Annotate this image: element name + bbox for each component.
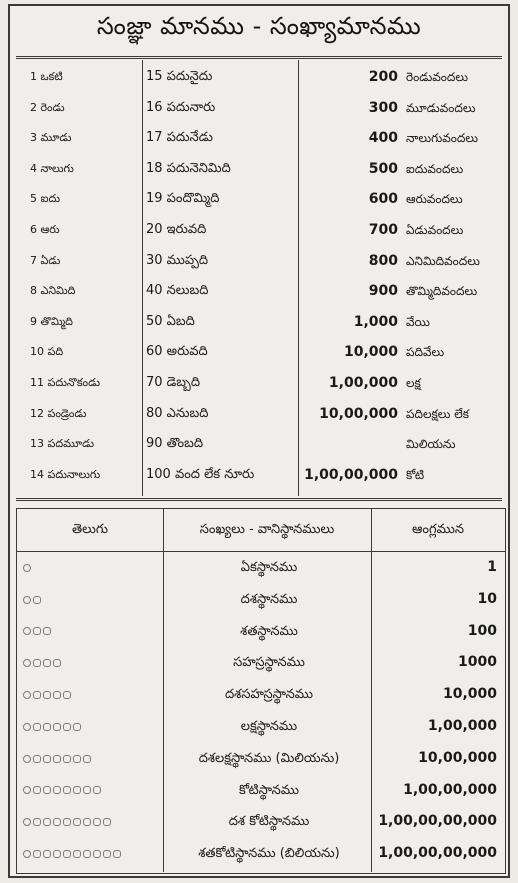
number-word: నాలుగువందలు [406,131,479,146]
number-word: పదిలక్షలు లేక [406,406,470,421]
table-row [17,647,505,679]
telugu-zero-icon [33,786,41,794]
telugu-zero-icon [113,850,121,858]
telugu-zero-icon [73,755,81,763]
telugu-zero-icon [83,818,91,826]
list-item: 7 ఏడు [30,253,61,267]
telugu-zero-icon [33,755,41,763]
list-item: 8 ఎనిమిది [30,284,76,298]
telugu-zero-icon [73,850,81,858]
list-item [302,62,507,93]
number-word: మూడువందలు [406,100,476,115]
place-name: శతకోటిస్థానము (బిలియను) [198,846,340,862]
telugu-zero-icon [33,627,41,635]
number-word: లక్ష [406,375,421,390]
telugu-zero-icon [53,818,61,826]
list-item: 20 ఇరువది [146,221,207,237]
section-divider [16,498,502,501]
table-row [17,775,505,807]
telugu-zero-icon [63,818,71,826]
telugu-one-icon [23,755,31,763]
table-body [17,552,505,870]
place-value: 1,00,00,00,000 [378,813,497,830]
list-item [302,460,507,491]
list-item [302,154,507,185]
telugu-zero-icon [53,755,61,763]
telugu-zero-icon [53,786,61,794]
telugu-one-icon [23,723,31,731]
list-item [302,368,507,399]
place-value: 10,00,000 [418,749,497,766]
table-row [17,711,505,743]
number-value: 900 [368,283,398,300]
telugu-numeral-glyphs [23,711,83,743]
number-value: 1,00,00,000 [304,466,398,483]
number-value: 500 [368,160,398,177]
list-item: 4 నాలుగు [30,161,74,175]
list-item: 30 ముప్పది [146,252,209,268]
list-item: 100 వంద లేక నూరు [146,466,255,482]
telugu-zero-icon [73,723,81,731]
telugu-zero-icon [63,755,71,763]
telugu-zero-icon [43,786,51,794]
telugu-one-icon [23,691,31,699]
table-row [17,584,505,616]
number-value: 1,00,000 [328,374,398,391]
list-item: 14 పదునాలుగు [30,467,101,481]
number-value: 600 [368,191,398,208]
telugu-zero-icon [63,850,71,858]
telugu-zero-icon [63,723,71,731]
number-word: తొమ్మిదివందలు [406,284,478,299]
list-item [302,276,507,307]
list-item: 9 తొమ్మిది [30,314,73,328]
telugu-one-icon [23,627,31,635]
telugu-numeral-glyphs [23,616,53,648]
numerals-column-2 [146,62,296,490]
list-item [302,337,507,368]
list-item [302,307,507,338]
place-name: ఏకస్థానము [240,560,298,575]
list-item [302,399,507,430]
telugu-zero-icon [53,850,61,858]
telugu-one-icon [23,786,31,794]
telugu-zero-icon [33,596,41,604]
table-row [17,743,505,775]
number-word: కోటి [406,467,425,482]
telugu-numeral-glyphs [23,806,113,838]
number-word: రెండువందలు [406,70,468,84]
list-item: 16 పదునారు [146,99,216,115]
title-divider [16,56,502,59]
list-item [302,246,507,277]
list-item: 5 ఐదు [30,192,61,206]
number-value: 10,000 [343,344,398,361]
number-value: 800 [368,252,398,269]
list-item: 90 తొంబది [146,436,204,452]
numerals-chart [8,4,510,878]
place-name: సహస్రస్థానము [233,655,305,671]
telugu-zero-icon [33,691,41,699]
telugu-zero-icon [73,818,81,826]
telugu-numeral-glyphs [23,552,33,584]
place-value: 10,000 [442,686,497,703]
list-item: 70 డెబ్బది [146,374,201,390]
telugu-numeral-glyphs [23,775,103,807]
number-word: ఐదువందలు [406,161,464,176]
telugu-zero-icon [103,818,111,826]
number-word: వేయి [406,314,430,329]
number-value: 300 [368,99,398,116]
number-value: 10,00,000 [319,405,398,422]
telugu-zero-icon [93,818,101,826]
page-title: సంజ్ఞా మానము - సంఖ్యామానము [96,12,422,40]
place-name: దశస్థానము [240,591,298,607]
list-item: 18 పదునెనిమిది [146,160,231,176]
list-item: 80 ఎనుబది [146,405,209,421]
place-value: 1,00,00,00,000 [378,845,497,862]
list-item [302,123,507,154]
number-word: మిలియను [406,437,456,452]
list-item: 50 ఏబది [146,313,195,329]
number-value: 1,000 [353,313,398,330]
place-value: 1,00,00,000 [403,781,497,798]
header-english: ఆంగ్లమున [412,522,464,537]
place-name: లక్షస్థానము [240,718,298,734]
number-word: ఏడువందలు [406,222,464,237]
telugu-zero-icon [43,659,51,667]
numerals-column-3 [302,62,507,490]
telugu-numeral-glyphs [23,647,63,679]
table-row [17,552,505,584]
list-item: 2 రెండు [30,100,65,114]
place-value: 100 [467,622,497,639]
telugu-zero-icon [43,850,51,858]
telugu-zero-icon [83,850,91,858]
telugu-zero-icon [93,786,101,794]
list-item: 3 మూడు [30,131,72,145]
telugu-zero-icon [63,691,71,699]
telugu-numeral-glyphs [23,584,43,616]
telugu-zero-icon [33,818,41,826]
telugu-zero-icon [53,659,61,667]
number-value [302,429,406,460]
list-item: 13 పదమూడు [30,437,95,451]
table-row [17,616,505,648]
table-row [17,679,505,711]
telugu-zero-icon [43,755,51,763]
number-value: 400 [368,130,398,147]
list-item: 17 పదునేడు [146,130,213,146]
list-item: 60 అరువది [146,344,208,360]
place-value-table [16,508,506,874]
telugu-one-icon [23,564,31,572]
header-telugu: తెలుగు [72,522,108,537]
number-word: ఆరువందలు [406,192,463,207]
place-name: శతస్థానము [240,623,298,639]
telugu-zero-icon [33,723,41,731]
telugu-numeral-glyphs [23,679,73,711]
telugu-numeral-glyphs [23,838,123,870]
telugu-zero-icon [53,691,61,699]
list-item: 11 పదునొకండు [30,375,101,389]
place-value: 1,00,000 [427,717,497,734]
telugu-zero-icon [33,659,41,667]
telugu-one-icon [23,818,31,826]
table-row [17,806,505,838]
number-value: 200 [368,69,398,85]
place-value: 10 [477,590,497,607]
column-divider [142,60,143,496]
place-value: 1000 [458,654,497,671]
telugu-zero-icon [33,850,41,858]
place-value: 1 [487,559,497,575]
place-name: దశసహస్రస్థానము [225,687,313,703]
list-item: 1 ఒకటి [30,70,63,83]
place-name: దశ కోటిస్థానము [228,814,310,830]
telugu-zero-icon [43,627,51,635]
table-row [17,838,505,870]
list-item: 6 ఆరు [30,222,60,236]
list-item: 15 పదునైదు [146,69,213,84]
telugu-zero-icon [83,786,91,794]
list-item [302,215,507,246]
telugu-zero-icon [43,723,51,731]
list-item [302,184,507,215]
telugu-zero-icon [73,786,81,794]
list-item [302,93,507,124]
number-value: 700 [368,221,398,238]
list-item [302,429,507,460]
header-places: సంఖ్యలు - వానిస్థానములు [199,522,335,537]
column-divider [298,60,299,496]
list-item: 19 పందొమ్మిది [146,191,220,207]
table-header [17,509,505,552]
list-item: 10 పది [30,345,64,359]
place-name: దశలక్షస్థానము (మిలియను) [198,750,340,766]
list-item: 12 పండ్రెండు [30,406,87,420]
number-word: ఎనిమిదివందలు [406,253,480,268]
telugu-zero-icon [93,850,101,858]
telugu-zero-icon [43,818,51,826]
place-name: కోటిస్థానము [238,782,300,798]
telugu-zero-icon [53,723,61,731]
telugu-one-icon [23,850,31,858]
number-word: పదివేలు [406,345,445,360]
telugu-zero-icon [103,850,111,858]
telugu-zero-icon [83,755,91,763]
telugu-one-icon [23,659,31,667]
telugu-numeral-glyphs [23,743,93,775]
telugu-zero-icon [43,691,51,699]
telugu-one-icon [23,596,31,604]
telugu-zero-icon [63,786,71,794]
list-item: 40 నలుబది [146,283,209,299]
numerals-column-1 [30,62,142,490]
